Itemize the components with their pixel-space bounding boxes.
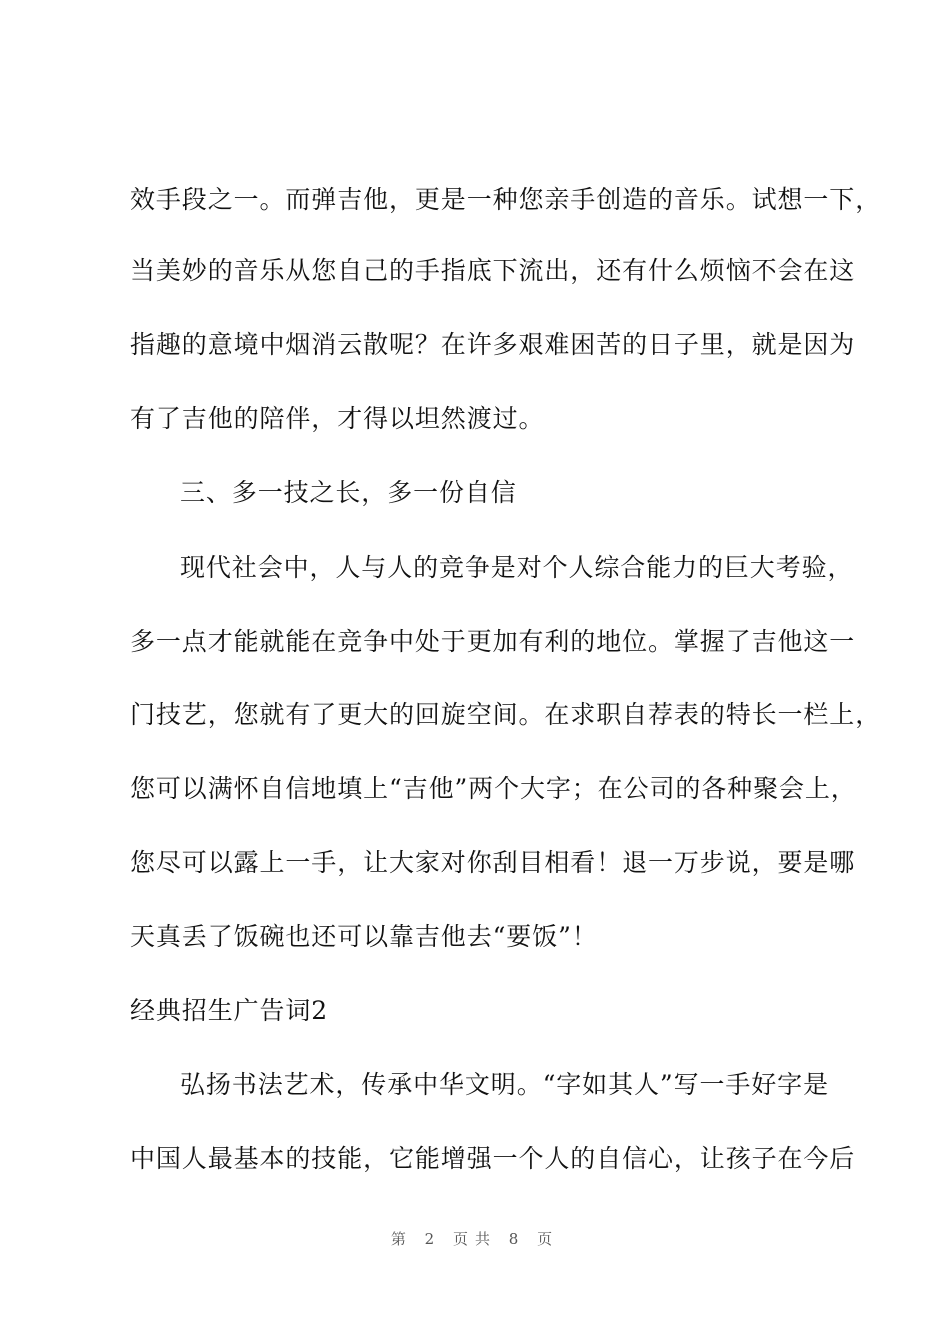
body-line-11: 天真丢了饭碗也还可以靠吉他去“要饭”！: [130, 922, 598, 951]
body-line-14: 中国人最基本的技能，它能增强一个人的自信心，让孩子在今后: [130, 1144, 856, 1173]
body-line-13: 弘扬书法艺术，传承中华文明。“字如其人”写一手好字是: [180, 1070, 829, 1099]
body-line-9: 您可以满怀自信地填上“吉他”两个大字；在公司的各种聚会上，: [130, 774, 857, 803]
section-heading: 三、多一技之长，多一份自信: [180, 478, 517, 507]
body-line-1: 效手段之一。而弹吉他，更是一种您亲手创造的音乐。试想一下，: [130, 185, 882, 214]
body-line-4: 有了吉他的陪伴，才得以坦然渡过。: [130, 404, 545, 433]
body-line-3: 指趣的意境中烟消云散呢？在许多艰难困苦的日子里，就是因为: [130, 330, 856, 359]
body-line-2: 当美妙的音乐从您自己的手指底下流出，还有什么烦恼不会在这: [130, 256, 856, 285]
body-line-7: 多一点才能就能在竞争中处于更加有利的地位。掌握了吉他这一: [130, 627, 856, 656]
body-line-10: 您尽可以露上一手，让大家对你刮目相看！退一万步说，要是哪: [130, 848, 856, 877]
page-number-footer: 第 2 页共 8 页: [390, 1230, 560, 1248]
body-line-8: 门技艺，您就有了更大的回旋空间。在求职自荐表的特长一栏上，: [130, 700, 882, 729]
article-title: 经典招生广告词2: [130, 996, 329, 1025]
body-line-6: 现代社会中，人与人的竞争是对个人综合能力的巨大考验，: [180, 553, 854, 582]
